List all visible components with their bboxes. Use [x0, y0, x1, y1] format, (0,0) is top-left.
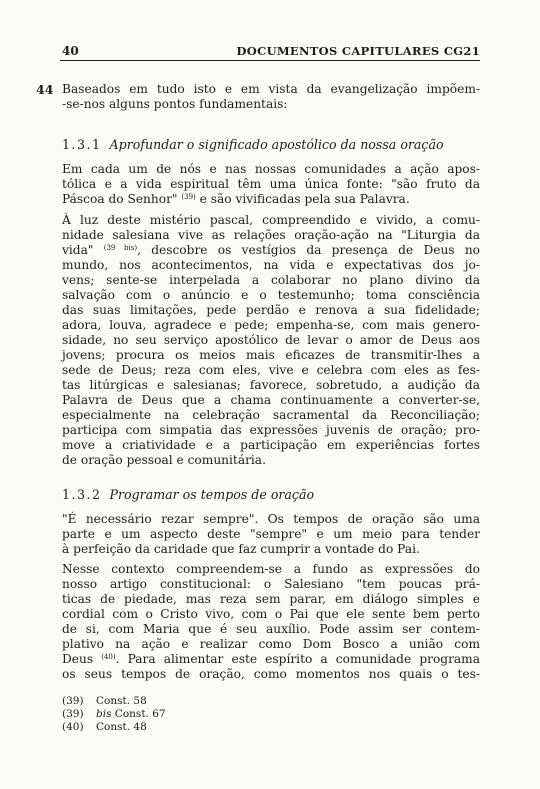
text-line: das suas limitações, pede perdão e renova a sua fidelidade; [62, 303, 480, 317]
footnote-text: Const. 48 [96, 721, 147, 733]
footnote-text: Const. 67 [111, 708, 166, 720]
text-line: Em cada um de nós e nas nossas comunidades a ação apos- [62, 162, 480, 176]
text-line: parte e um aspecto deste "sempre" e um meio para tender [62, 527, 480, 541]
text-line: à perfeição da caridade que faz cumprir a vontade do Pai. [62, 542, 420, 556]
footnote-number: (39) [62, 695, 84, 707]
footnotes [62, 695, 166, 734]
section-title: Programar os tempos de oração [109, 487, 315, 502]
text-line: nosso artigo constitucional: o Salesiano "tem poucas prá- [62, 577, 480, 591]
text-line: sidade, no seu serviço apostólico de levar o amor de Deus aos [62, 333, 480, 347]
text-fragment: Deus [62, 652, 94, 666]
footnote-ref: (39 bis) [103, 244, 138, 252]
section-1-paragraph-1 [62, 162, 480, 207]
section-2-paragraph-2 [62, 562, 480, 682]
text-line: participa com simpatia das expressões juvenis de oração; pro- [62, 423, 480, 437]
text-fragment: . Para alimentar este espírito a comunidade programa [115, 652, 480, 666]
footnote [62, 708, 166, 721]
text-line: plativo na ação e realizar como Dom Bosco a união com [62, 637, 480, 651]
footnote-text: Const. 58 [96, 695, 147, 707]
text-line: À luz deste mistério pascal, compreendido e vivido, a comu- [62, 213, 480, 227]
footnote-ref: (40) [101, 653, 116, 661]
text-line: tas litúrgicas e salesianas; favorece, sobretudo, a audição da [62, 378, 480, 392]
running-title: DOCUMENTOS CAPITULARES CG21 [236, 44, 480, 58]
text-line: nidade salesiana vive as relações oração-ação na "Liturgia da [62, 228, 480, 242]
text-line: tólica e a vida espiritual têm uma única fonte: "são fruto da [62, 177, 480, 191]
text-line [62, 192, 480, 207]
footnote [62, 695, 166, 708]
footnote-marker: bis [96, 708, 112, 720]
text-line: Palavra de Deus que a chama continuamente a converter-se, [62, 393, 480, 407]
text-line: Nesse contexto compreendem-se a fundo as expressões do [62, 562, 480, 576]
text-line: "É necessário rezar sempre". Os tempos de oração são uma [62, 512, 480, 526]
text-fragment: vida" [62, 243, 94, 257]
section-number: 1.3.2 [62, 487, 102, 502]
text-line [62, 243, 480, 258]
paragraph-44 [62, 82, 480, 112]
text-line: sede de Deus; reza com eles, vive e celebra com eles as fes- [62, 363, 480, 377]
footnote-number: (39) [62, 708, 84, 720]
section-2-paragraph-1 [62, 512, 480, 557]
text-fragment: , descobre os vestígios da presença de Deus no [137, 243, 481, 257]
text-line: mundo, nos acontecimentos, na vida e expectativas dos jo- [62, 258, 480, 272]
section-heading [62, 487, 314, 502]
text-line: adora, louva, agradece e pede; empenha-se, com mais genero- [62, 318, 480, 332]
text-line: especialmente na celebração sacramental da Reconciliação; [62, 408, 480, 422]
text-line: cordial com o Cristo vivo, com o Pai que ele sente bem perto [62, 607, 480, 621]
text-line: Baseados em tudo isto e em vista da evangelização impõem- [62, 82, 480, 96]
text-line: ticas de piedade, mas reza sem parar, em diálogo simples e [62, 592, 480, 606]
paragraph-number: 44 [36, 82, 54, 97]
text-line: os seus tempos de oração, como momentos nos quais o tes- [62, 667, 480, 681]
text-fragment: e são vivificadas pela sua Palavra. [195, 192, 410, 206]
page-number: 40 [62, 44, 79, 58]
text-line: -se-nos alguns pontos fundamentais: [62, 97, 288, 111]
footnote-ref: (39) [181, 193, 196, 201]
text-line: vens; sente-se interpelada a colaborar no plano divino da [62, 273, 480, 287]
text-line: salvação com o anúncio e o testemunho; toma consciência [62, 288, 480, 302]
text-line: move a criatividade e a participação em experiências fortes [62, 438, 480, 452]
text-line [62, 652, 480, 667]
text-line: jovens; procura os meios mais eficazes de transmitir-lhes a [62, 348, 480, 362]
text-fragment: Páscoa do Senhor" [62, 192, 178, 206]
footnote [62, 721, 166, 734]
section-number: 1.3.1 [62, 137, 102, 152]
header-rule [60, 60, 480, 61]
section-title: Aprofundar o significado apostólico da nossa oração [109, 137, 444, 152]
text-line: de si, com Maria que é seu auxílio. Pode assim ser contem- [62, 622, 480, 636]
section-1-paragraph-2 [62, 213, 480, 468]
text-line: de oração pessoal e comunitária. [62, 453, 266, 467]
footnote-number: (40) [62, 721, 84, 733]
section-heading [62, 137, 444, 152]
